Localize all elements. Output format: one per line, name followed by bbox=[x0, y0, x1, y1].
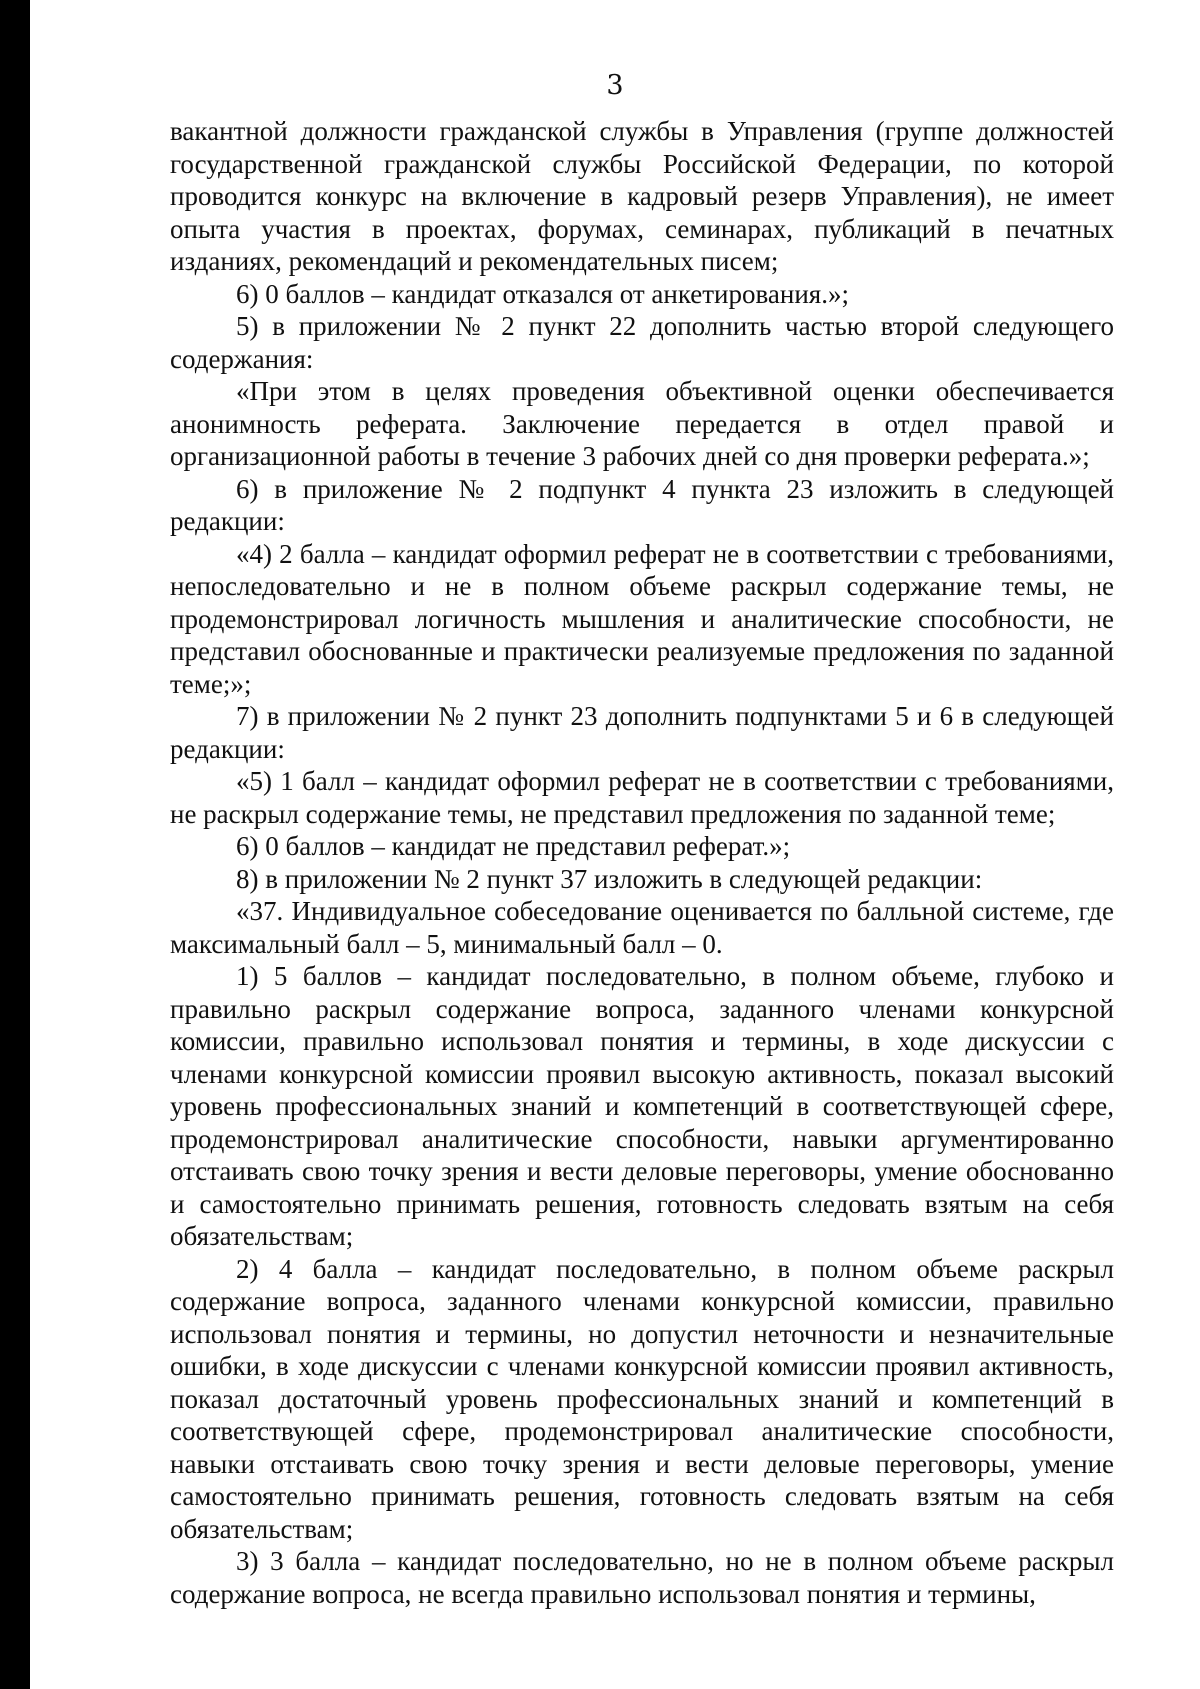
paragraph-amendment-8: 8) в приложении № 2 пункт 37 изложить в следующей редакции: bbox=[236, 863, 983, 894]
paragraph-quote-anonymity: «При этом в целях проведения объективной оценки обеспечивается анонимность реферата. Заключение передается в отдел правой и организационной работы в течение 3 рабочих дней со дня проверки реферата.»; bbox=[170, 376, 1114, 471]
paragraph-amendment-6: 6) в приложение № 2 подпункт 4 пункта 23 изложить в следующей редакции: bbox=[170, 473, 1114, 536]
paragraph-continuation: вакантной должности гражданской службы в Управления (группе должностей государственной гражданской службы Российской Федерации, по которой проводится конкурс на включение в кадровый резерв Управления), не имеет опыта участия в проектах, форумах, семинарах, публикаций в печатных изданиях, рекомендаций и рекомендательных писем; bbox=[170, 116, 1114, 276]
paragraph-amendment-7: 7) в приложении № 2 пункт 23 дополнить подпунктами 5 и 6 в следующей редакции: bbox=[170, 701, 1114, 764]
paragraph-4-points: 2) 4 балла – кандидат последовательно, в полном объеме раскрыл содержание вопроса, заданного членами конкурсной комиссии, правильно использовал понятия и термины, но допустил неточности и незначительные ошибки, в ходе дискуссии с членами конкурсной комиссии проявил активность, показал достаточный уровень профессиональных знаний и компетенций в соответствующей сфере, продемонстрировал аналитические способности, навыки отстаивать свою точку зрения и вести деловые переговоры, умение самостоятельно принимать решения, готовность следовать взятым на себя обязательствам; bbox=[170, 1253, 1114, 1544]
paragraph-3-points: 3) 3 балла – кандидат последовательно, но не в полном объеме раскрыл содержание вопроса, не всегда правильно использовал понятия и термины, bbox=[170, 1546, 1114, 1609]
paragraph-quote-item-37: «37. Индивидуальное собеседование оценивается по балльной системе, где максимальный балл – 5, минимальный балл – 0. bbox=[170, 896, 1114, 959]
paragraph-quote-1-point: «5) 1 балл – кандидат оформил реферат не в соответствии с требованиями, не раскрыл содержание темы, не представил предложения по заданной теме; bbox=[170, 766, 1114, 829]
page-number: 3 bbox=[606, 70, 624, 101]
scan-left-edge bbox=[0, 0, 30, 1689]
paragraph-item-6-zero-points: 6) 0 баллов – кандидат отказался от анкетирования.»; bbox=[236, 278, 849, 309]
paragraph-quote-2-points: «4) 2 балла – кандидат оформил реферат не в соответствии с требованиями, непоследовательно и не в полном объеме раскрыл содержание темы, не продемонстрировал логичность мышления и аналитические способности, не представил обоснованные и практически реализуемые предложения по заданной теме;»; bbox=[170, 538, 1114, 699]
document-page bbox=[30, 0, 1200, 1689]
paragraph-quote-0-points: 6) 0 баллов – кандидат не представил реферат.»; bbox=[236, 831, 791, 861]
paragraph-5-points: 1) 5 баллов – кандидат последовательно, в полном объеме, глубоко и правильно раскрыл содержание вопроса, заданного членами конкурсной комиссии, правильно использовал понятия и термины, в ходе дискуссии с членами конкурсной комиссии проявил высокую активность, показал высокий уровень профессиональных знаний и компетенций в соответствующей сфере, продемонстрировал аналитические способности, навыки аргументированно отстаивать свою точку зрения и вести деловые переговоры, умение обоснованно и самостоятельно принимать решения, готовность следовать взятым на себя обязательствам; bbox=[170, 961, 1114, 1251]
paragraph-amendment-5: 5) в приложении № 2 пункт 22 дополнить частью второй следующего содержания: bbox=[170, 311, 1114, 374]
document-body bbox=[170, 115, 1114, 1610]
